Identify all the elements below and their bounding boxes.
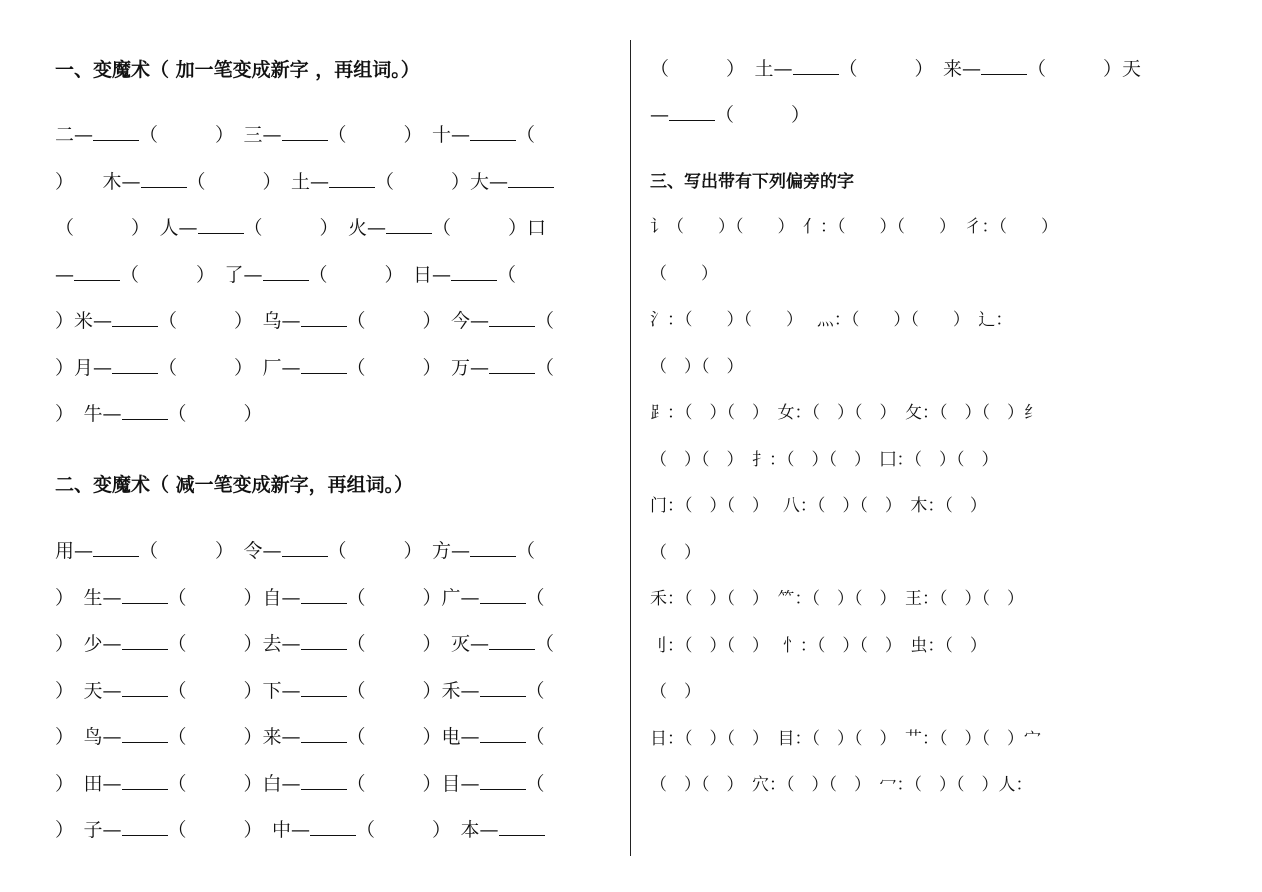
- section2-continued-line: [650, 56, 1141, 82]
- answer-blank[interactable]: [93, 538, 139, 557]
- answer-blank[interactable]: [122, 678, 168, 697]
- answer-blank[interactable]: [981, 56, 1027, 75]
- section1-line: [55, 169, 554, 195]
- radical-line: （ ）（ ）: [650, 356, 744, 377]
- answer-blank[interactable]: [480, 771, 526, 790]
- line-text: （ ）目—: [346, 772, 480, 795]
- line-text: （ ）来—: [167, 726, 301, 748]
- line-text: ） 牛—: [55, 403, 122, 425]
- line-text: （ ） 万—: [346, 356, 490, 379]
- answer-blank[interactable]: [112, 308, 158, 327]
- line-text: （: [516, 540, 536, 562]
- answer-blank[interactable]: [480, 585, 526, 604]
- line-text: （ ） 中—: [167, 819, 311, 841]
- radical-line: 讠（ ）（ ） 亻：（ ）（ ） 彳：（ ）: [650, 217, 1058, 237]
- answer-blank[interactable]: [122, 771, 168, 790]
- section2-line: [55, 817, 545, 843]
- answer-blank[interactable]: [301, 631, 347, 650]
- line-text: 用—: [55, 540, 94, 562]
- answer-blank[interactable]: [470, 122, 516, 141]
- line-text: （: [497, 263, 517, 286]
- answer-blank[interactable]: [301, 678, 347, 697]
- line-text: （ ） 土—: [650, 58, 793, 80]
- line-text: —: [650, 104, 669, 126]
- section2-heading: 二、变魔术（ 减一笔变成新字，再组词。）: [55, 474, 414, 496]
- column-divider: [630, 40, 631, 856]
- line-text: （ ）白—: [167, 772, 301, 795]
- answer-blank[interactable]: [122, 724, 168, 743]
- answer-blank[interactable]: [480, 678, 526, 697]
- line-text: （ ）: [715, 104, 811, 126]
- section2-line: [55, 538, 535, 564]
- line-text: （ ）禾—: [346, 679, 480, 702]
- answer-blank[interactable]: [329, 169, 375, 188]
- line-text: ）米—: [55, 310, 113, 332]
- section3-heading: 三、写出带有下列偏旁的字: [650, 172, 854, 192]
- section2-line: [55, 724, 545, 750]
- line-text: （ ） 本—: [356, 819, 499, 841]
- line-text: （: [525, 679, 545, 702]
- answer-blank[interactable]: [451, 262, 497, 281]
- line-text: ） 子—: [55, 819, 122, 841]
- answer-blank[interactable]: [122, 631, 168, 650]
- line-text: （ ） 今—: [346, 310, 490, 332]
- line-text: （ ） 三—: [139, 124, 282, 146]
- line-text: （ ）电—: [346, 726, 480, 748]
- line-text: （ ）去—: [167, 633, 301, 655]
- answer-blank[interactable]: [489, 308, 535, 327]
- line-text: ） 木—: [55, 170, 141, 193]
- line-text: （ ）下—: [167, 679, 301, 702]
- section2-line: [55, 585, 545, 611]
- line-text: （: [525, 586, 545, 609]
- line-text: ） 少—: [55, 633, 122, 655]
- section1-line: [55, 215, 546, 241]
- answer-blank[interactable]: [122, 585, 168, 604]
- line-text: （: [516, 124, 536, 146]
- answer-blank[interactable]: [470, 538, 516, 557]
- line-text: 二—: [55, 124, 94, 146]
- line-text: （: [525, 726, 545, 748]
- line-text: ） 田—: [55, 772, 122, 795]
- section1-line: [55, 122, 535, 148]
- section1-line: [55, 401, 263, 427]
- answer-blank[interactable]: [499, 817, 545, 836]
- line-text: （ ）广—: [346, 586, 480, 609]
- answer-blank[interactable]: [489, 355, 535, 374]
- answer-blank[interactable]: [301, 308, 347, 327]
- line-text: （ ） 来—: [838, 58, 982, 80]
- section2-continued-line: [650, 102, 810, 128]
- line-text: （ ） 方—: [327, 540, 471, 562]
- line-text: （: [535, 633, 555, 655]
- answer-blank[interactable]: [263, 262, 309, 281]
- answer-blank[interactable]: [301, 585, 347, 604]
- answer-blank[interactable]: [489, 631, 535, 650]
- answer-blank[interactable]: [301, 771, 347, 790]
- line-text: ） 生—: [55, 586, 122, 609]
- line-text: （ ） 火—: [243, 217, 387, 239]
- section1-line: [55, 355, 554, 381]
- answer-blank[interactable]: [301, 724, 347, 743]
- answer-blank[interactable]: [74, 262, 120, 281]
- line-text: （ ） 日—: [308, 263, 452, 286]
- line-text: （ ）: [167, 403, 263, 425]
- line-text: （ ） 十—: [327, 124, 471, 146]
- answer-blank[interactable]: [282, 122, 328, 141]
- section1-line: [55, 262, 516, 288]
- answer-blank[interactable]: [669, 102, 715, 121]
- answer-blank[interactable]: [198, 215, 244, 234]
- line-text: （ ） 土—: [186, 170, 330, 193]
- line-text: （ ） 灭—: [346, 633, 490, 655]
- answer-blank[interactable]: [122, 401, 168, 420]
- line-text: （ ） 乌—: [158, 310, 301, 332]
- line-text: —: [55, 263, 74, 286]
- answer-blank[interactable]: [282, 538, 328, 557]
- section2-line: [55, 678, 545, 704]
- radical-line: 门：（ ）（ ） 八：（ ）（ ） 木：（ ）: [650, 496, 987, 516]
- answer-blank[interactable]: [122, 817, 168, 836]
- answer-blank[interactable]: [301, 355, 347, 374]
- answer-blank[interactable]: [141, 169, 187, 188]
- line-text: ） 天—: [55, 679, 122, 702]
- radical-line: （ ）（ ） 扌：（ ）（ ） 囗：（ ）（ ）: [650, 449, 999, 470]
- line-text: （ ） 了—: [120, 263, 263, 286]
- line-text: （: [525, 772, 545, 795]
- radical-line: 日：（ ）（ ） 目：（ ）（ ） 艹：（ ）（ ）宀: [650, 728, 1041, 749]
- radical-line: 禾：（ ）（ ） ⺮：（ ）（ ） 王：（ ）（ ）: [650, 589, 1024, 609]
- radical-line: 氵：（ ）（ ） 灬：（ ）（ ） 辶：: [650, 310, 1013, 330]
- radical-line: （ ）（ ） 穴：（ ）（ ） 冖：（ ）（ ）人：: [650, 775, 1033, 795]
- answer-blank[interactable]: [386, 215, 432, 234]
- section1-line: [55, 308, 554, 334]
- line-text: （ ）口: [432, 217, 547, 239]
- line-text: （ ）大—: [375, 170, 509, 193]
- line-text: ）月—: [55, 356, 113, 379]
- radical-line: （ ）: [650, 542, 701, 563]
- answer-blank[interactable]: [93, 122, 139, 141]
- line-text: （ ）天: [1027, 58, 1142, 80]
- answer-blank[interactable]: [793, 56, 839, 75]
- line-text: （ ）自—: [167, 586, 301, 609]
- radical-line: ⻊：（ ）（ ） 女：（ ）（ ） 攵：（ ）（ ）纟: [650, 403, 1041, 423]
- answer-blank[interactable]: [310, 817, 356, 836]
- line-text: ） 鸟—: [55, 726, 122, 748]
- section2-line: [55, 631, 554, 657]
- line-text: （ ） 人—: [55, 217, 198, 239]
- line-text: （: [535, 310, 555, 332]
- radical-line: 刂：（ ）（ ） 忄：（ ）（ ） 虫：（ ）: [650, 635, 987, 656]
- answer-blank[interactable]: [480, 724, 526, 743]
- radical-line: （ ）: [650, 263, 718, 284]
- answer-blank[interactable]: [508, 169, 554, 188]
- line-text: （ ） 令—: [139, 540, 282, 562]
- radical-line: （ ）: [650, 682, 701, 702]
- section2-line: [55, 771, 545, 797]
- section1-heading: 一、变魔术（ 加一笔变成新字 ，再组词。）: [55, 59, 420, 81]
- line-text: （: [535, 356, 555, 379]
- answer-blank[interactable]: [112, 355, 158, 374]
- line-text: （ ） 厂—: [158, 356, 301, 379]
